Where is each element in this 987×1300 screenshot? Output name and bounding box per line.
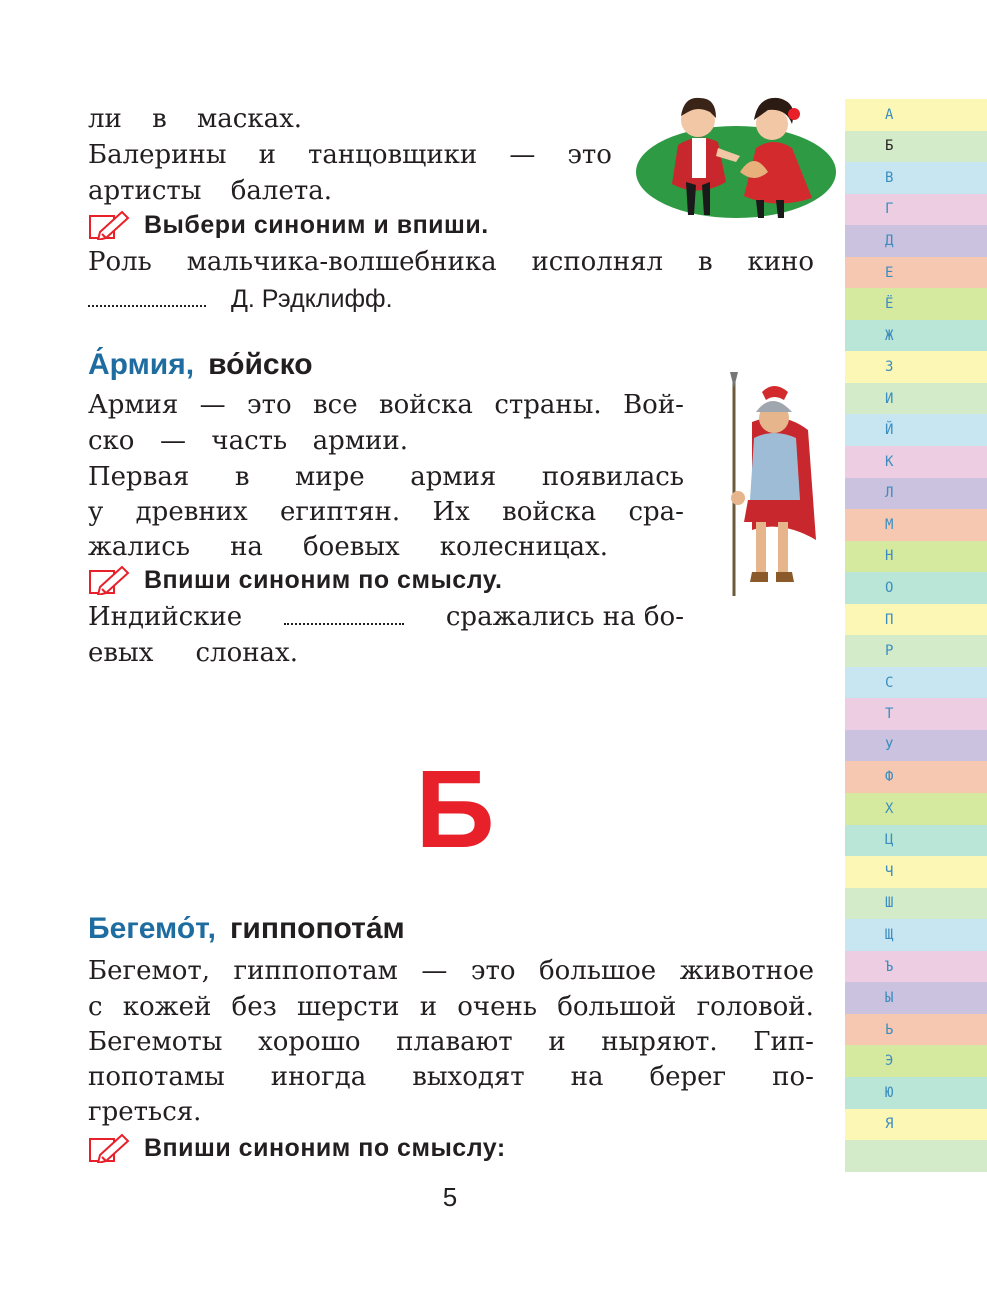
alphabet-letter: Т — [885, 706, 894, 723]
answer-blank[interactable] — [88, 291, 206, 307]
alphabet-letter: Ъ — [885, 958, 894, 975]
text-line — [88, 174, 332, 208]
word: Вой- — [623, 390, 684, 420]
alphabet-letter: А — [885, 106, 894, 123]
word: Гип- — [753, 1027, 814, 1057]
alphabet-row — [845, 667, 987, 699]
alphabet-row — [845, 951, 987, 983]
alphabet-row — [845, 320, 987, 352]
alphabet-row — [845, 730, 987, 762]
word: армия — [410, 462, 497, 492]
word: артисты — [88, 176, 202, 206]
alphabet-row — [845, 825, 987, 857]
word: животное — [679, 956, 814, 986]
entry-heading: Бегемо́т, гиппопота́м — [88, 912, 405, 945]
word: Балерины — [88, 140, 227, 170]
alphabet-letter: З — [885, 359, 894, 376]
word: и — [258, 140, 276, 170]
word: мире — [295, 462, 365, 492]
alphabet-letter: Я — [885, 1116, 894, 1133]
text-line — [88, 636, 298, 670]
alphabet-letter: Ю — [885, 1084, 894, 1101]
word: — — [159, 426, 186, 456]
word: попотамы — [88, 1062, 225, 1092]
word: большое — [539, 956, 657, 986]
word: кино — [747, 247, 814, 277]
word: слонах. — [195, 638, 298, 668]
alphabet-letter: Ш — [885, 895, 894, 912]
alphabet-row — [845, 414, 987, 446]
alphabet-row — [845, 225, 987, 257]
text-line — [88, 424, 408, 458]
word: в — [152, 104, 167, 134]
alphabet-row — [845, 1077, 987, 1109]
alphabet-row — [845, 604, 987, 636]
word: — — [199, 390, 226, 420]
word: Армия — [88, 390, 179, 420]
text-line — [88, 990, 814, 1024]
word: часть — [211, 426, 288, 456]
alphabet-letter: Ц — [885, 832, 894, 849]
text-line — [88, 1095, 218, 1129]
word: — — [421, 956, 448, 986]
word: войска — [379, 390, 473, 420]
exercise-line: Д. Рэдклифф. — [88, 282, 393, 316]
alphabet-letter: М — [885, 516, 894, 533]
alphabet-letter: Ч — [885, 863, 894, 880]
word: головой. — [696, 992, 814, 1022]
alphabet-row — [845, 888, 987, 920]
alphabet-letter: Ж — [885, 327, 894, 344]
alphabet-letter: Н — [885, 548, 894, 565]
alphabet-row — [845, 446, 987, 478]
alphabet-letter: Э — [885, 1053, 894, 1070]
word: войска — [502, 497, 597, 527]
word: и — [419, 992, 438, 1022]
word: боевых — [303, 532, 400, 562]
word: плавают — [396, 1027, 513, 1057]
word: Первая — [88, 462, 190, 492]
word: на — [570, 1062, 604, 1092]
word: на — [230, 532, 263, 562]
word: это — [247, 390, 292, 420]
word: без — [231, 992, 277, 1022]
text-line — [88, 1025, 814, 1059]
task-instruction: Выбери синоним и впиши. — [88, 208, 489, 242]
roman-warrior-illustration — [712, 370, 822, 600]
alphabet-row — [845, 635, 987, 667]
answer-blank[interactable] — [284, 609, 404, 625]
alphabet-letter: Ь — [885, 1021, 894, 1038]
alphabet-row — [845, 194, 987, 226]
alphabet-row — [845, 856, 987, 888]
alphabet-letter: У — [885, 737, 894, 754]
pencil-note-icon — [88, 1133, 130, 1163]
word: мальчика-волшебника — [186, 247, 497, 277]
word: ли — [88, 104, 122, 134]
alphabet-row — [845, 162, 987, 194]
word: в — [234, 462, 250, 492]
text-line — [88, 495, 684, 529]
text-line — [88, 388, 684, 422]
word: выходят — [412, 1062, 525, 1092]
alphabet-letter: Б — [885, 138, 894, 155]
alphabet-row — [845, 761, 987, 793]
dancers-illustration — [636, 90, 836, 225]
word: все — [313, 390, 358, 420]
alphabet-row — [845, 982, 987, 1014]
pencil-note-icon — [88, 210, 130, 240]
word: по- — [772, 1062, 814, 1092]
word: исполнял — [531, 247, 664, 277]
word: страны. — [494, 390, 602, 420]
word: — — [509, 140, 536, 170]
text-line — [88, 138, 612, 172]
alphabet-letter: П — [885, 611, 894, 628]
alphabet-letter: И — [885, 390, 894, 407]
alphabet-row — [845, 509, 987, 541]
word: очень — [457, 992, 537, 1022]
word: иногда — [270, 1062, 367, 1092]
alphabet-letter: Ы — [885, 990, 894, 1007]
word: это — [567, 140, 612, 170]
alphabet-row — [845, 99, 987, 131]
alphabet-row — [845, 351, 987, 383]
alphabet-row — [845, 478, 987, 510]
alphabet-index — [845, 99, 987, 1172]
alphabet-row — [845, 698, 987, 730]
alphabet-letter: Щ — [885, 926, 894, 943]
word: балета. — [230, 176, 332, 206]
alphabet-row — [845, 257, 987, 289]
alphabet-letter: Ф — [885, 769, 894, 786]
word: гиппопотам — [233, 956, 398, 986]
alphabet-letter: Х — [885, 800, 894, 817]
word: Роль — [88, 247, 152, 277]
word: большой — [557, 992, 677, 1022]
word: кожей — [122, 992, 212, 1022]
word: и — [548, 1027, 566, 1057]
word: танцовщики — [307, 140, 478, 170]
alphabet-row — [845, 288, 987, 320]
word: масках. — [197, 104, 302, 134]
alphabet-row — [845, 1140, 987, 1172]
exercise-line: Индийские сражались на бо- — [88, 602, 684, 632]
section-letter: Б — [415, 748, 495, 871]
word: жались — [88, 532, 190, 562]
word: греться. — [88, 1097, 202, 1127]
alphabet-letter: В — [885, 169, 894, 186]
word: берег — [649, 1062, 727, 1092]
alphabet-row — [845, 541, 987, 573]
word: колесницах. — [439, 532, 608, 562]
word: шерсти — [297, 992, 400, 1022]
word: ско — [88, 426, 135, 456]
text-line — [88, 954, 814, 988]
word: сра- — [628, 497, 684, 527]
word: появилась — [541, 462, 684, 492]
text-line — [88, 102, 302, 136]
alphabet-row — [845, 1109, 987, 1141]
alphabet-letter: К — [885, 453, 894, 470]
exercise-line — [88, 245, 814, 279]
alphabet-letter: Ё — [885, 296, 894, 313]
alphabet-letter: С — [885, 674, 894, 691]
alphabet-row — [845, 793, 987, 825]
word: египтян. — [280, 497, 401, 527]
word: ныряют. — [601, 1027, 718, 1057]
word: в — [697, 247, 713, 277]
alphabet-letter: Г — [885, 201, 894, 218]
alphabet-row — [845, 1045, 987, 1077]
word: Бегемот, — [88, 956, 211, 986]
word: хорошо — [258, 1027, 361, 1057]
word: с — [88, 992, 103, 1022]
alphabet-row — [845, 919, 987, 951]
task-instruction: Впиши синоним по смыслу: — [88, 1131, 506, 1165]
alphabet-row — [845, 383, 987, 415]
word: это — [470, 956, 516, 986]
word: Их — [432, 497, 470, 527]
task-instruction: Впиши синоним по смыслу. — [88, 563, 502, 597]
page-number: 5 — [442, 1182, 458, 1212]
text-line — [88, 1060, 814, 1094]
alphabet-row — [845, 572, 987, 604]
alphabet-letter: Л — [885, 485, 894, 502]
alphabet-row — [845, 1014, 987, 1046]
word: Бегемоты — [88, 1027, 223, 1057]
alphabet-letter: Д — [885, 232, 894, 249]
alphabet-letter: Р — [885, 643, 894, 660]
word: армии. — [312, 426, 408, 456]
alphabet-row — [845, 131, 987, 163]
pencil-note-icon — [88, 565, 130, 595]
alphabet-letter: Й — [885, 422, 894, 439]
alphabet-letter: Е — [885, 264, 894, 281]
text-line — [88, 530, 608, 564]
word: евых — [88, 638, 154, 668]
word: древних — [135, 497, 248, 527]
entry-heading: А́рмия, во́йско — [88, 348, 313, 381]
text-line — [88, 460, 684, 494]
alphabet-letter: О — [885, 579, 894, 596]
word: у — [88, 497, 104, 527]
